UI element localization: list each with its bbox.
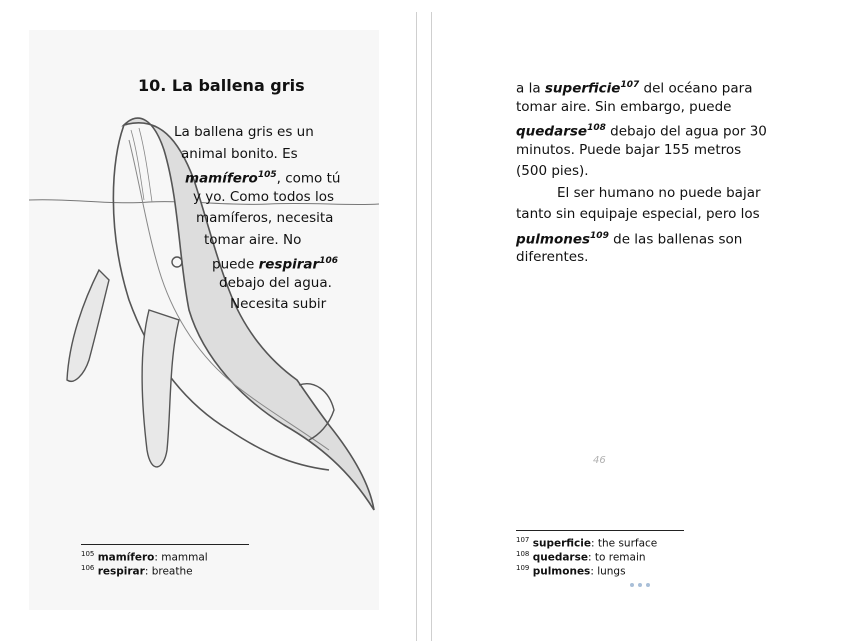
body-line <box>174 123 314 141</box>
page-number: 46 <box>593 455 606 466</box>
footnote-definition: : to remain <box>587 551 646 564</box>
footnote-number: 105 <box>81 550 95 558</box>
footnote-definition: : mammal <box>154 551 208 564</box>
text-segment: , como tú <box>276 170 341 187</box>
footnote-term: superficie <box>532 537 591 550</box>
more-options-icon[interactable] <box>630 583 650 587</box>
text-segment: del océano para <box>639 80 753 97</box>
text-segment: animal bonito. Es <box>181 145 298 162</box>
body-line <box>185 166 340 188</box>
footnote-ref: 108 <box>587 123 606 133</box>
text-segment: diferentes. <box>516 249 589 265</box>
text-segment: y yo. Como todos los <box>193 188 335 205</box>
body-line <box>516 162 589 180</box>
footnote <box>516 550 646 564</box>
footnote-rule <box>81 544 249 545</box>
text-segment: tanto sin equipaje especial, pero los <box>516 206 760 222</box>
footnote-rule <box>516 530 684 531</box>
footnote <box>81 550 208 564</box>
body-line <box>516 98 731 116</box>
text-segment: tomar aire. No <box>204 231 302 248</box>
body-line <box>516 141 741 159</box>
footnote-term: quedarse <box>532 551 588 564</box>
footnote-number: 109 <box>516 564 530 572</box>
whale-illustration <box>29 30 379 610</box>
footnote-number: 106 <box>81 564 95 572</box>
glossary-term: mamífero <box>185 170 258 187</box>
body-line <box>193 188 334 206</box>
text-segment: Necesita subir <box>230 296 327 312</box>
footnote-number: 108 <box>516 550 530 558</box>
footnote <box>516 536 657 550</box>
body-line <box>516 248 588 266</box>
glossary-term: superficie <box>544 80 621 97</box>
body-line <box>557 184 761 202</box>
text-segment: (500 pies). <box>516 163 589 179</box>
text-segment: minutos. Puede bajar 155 metros <box>516 141 742 158</box>
body-line <box>516 227 742 249</box>
body-line <box>204 231 301 249</box>
page-gutter-left <box>416 12 417 641</box>
body-line <box>196 209 333 227</box>
footnote-definition: : breathe <box>144 565 193 578</box>
body-line <box>219 274 332 292</box>
footnote <box>81 564 193 578</box>
footnote-ref: 107 <box>620 80 640 90</box>
text-segment: puede <box>212 256 259 273</box>
footnote <box>516 564 626 578</box>
footnote-term: mamífero <box>97 551 155 564</box>
footnote-ref: 105 <box>257 170 277 180</box>
body-line <box>516 205 760 223</box>
body-line <box>181 145 298 163</box>
left-page <box>0 0 415 641</box>
glossary-term: respirar <box>258 256 320 273</box>
footnote-definition: : the surface <box>591 537 658 550</box>
footnote-ref: 109 <box>590 230 609 241</box>
footnote-term: pulmones <box>532 565 591 578</box>
body-line <box>516 119 767 141</box>
glossary-term: quedarse <box>516 123 588 140</box>
text-segment: debajo del agua. <box>219 274 332 291</box>
body-line <box>230 295 326 313</box>
text-segment: de las ballenas son <box>608 231 743 247</box>
body-line <box>516 76 752 98</box>
footnote-definition: : lungs <box>590 565 626 578</box>
text-segment: a la <box>516 80 545 97</box>
text-segment: El ser humano no puede bajar <box>557 184 761 201</box>
chapter-title: 10. La ballena gris <box>138 76 305 95</box>
text-segment: tomar aire. Sin embargo, puede <box>516 98 732 115</box>
text-segment: debajo del agua por 30 <box>605 123 767 140</box>
glossary-term: pulmones <box>516 231 591 247</box>
text-segment: La ballena gris es un <box>174 124 314 140</box>
body-line <box>212 252 338 274</box>
footnote-term: respirar <box>97 565 145 578</box>
footnote-ref: 106 <box>319 256 338 266</box>
footnote-number: 107 <box>516 536 530 544</box>
text-segment: mamíferos, necesita <box>196 210 334 226</box>
